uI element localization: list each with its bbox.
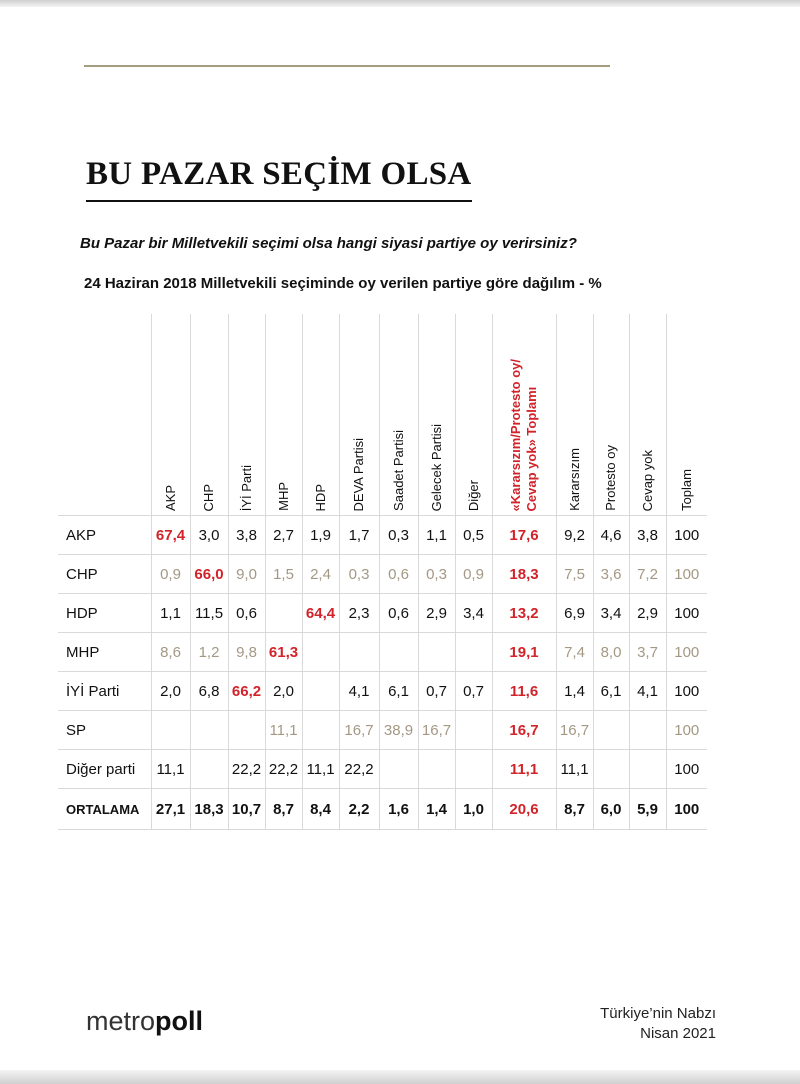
table-row — [58, 711, 707, 750]
table-cell: 11,1 — [302, 750, 339, 789]
table-cell — [302, 711, 339, 750]
col-header-label: DEVA Partisi — [351, 437, 366, 511]
table-cell: 0,3 — [418, 555, 455, 594]
row-label: MHP — [58, 633, 151, 672]
row-label: ORTALAMA — [58, 789, 151, 830]
col-header-label: Protesto oy — [603, 445, 618, 511]
table-cell: 2,4 — [302, 555, 339, 594]
table-row — [58, 594, 707, 633]
table-cell: 1,7 — [339, 516, 379, 555]
table-row — [58, 750, 707, 789]
table-cell: 11,1 — [492, 750, 556, 789]
table-cell: 0,5 — [455, 516, 492, 555]
table-cell: 0,6 — [379, 594, 418, 633]
table-cell: 3,7 — [629, 633, 666, 672]
table-cell: 3,4 — [455, 594, 492, 633]
table-cell: 100 — [666, 672, 707, 711]
table-cell — [190, 711, 228, 750]
table-cell: 19,1 — [492, 633, 556, 672]
table-cell: 2,2 — [339, 789, 379, 830]
table-cell — [265, 594, 302, 633]
report-source — [600, 1004, 716, 1044]
col-header-label: MHP — [275, 482, 291, 511]
table-cell — [593, 750, 629, 789]
table-cell — [190, 750, 228, 789]
table-cell: 1,4 — [556, 672, 593, 711]
table-cell: 11,1 — [556, 750, 593, 789]
col-header-label: AKP — [162, 484, 178, 511]
table-cell: 20,6 — [492, 789, 556, 830]
col-header-label: Kararsızım — [566, 448, 582, 511]
top-divider — [84, 65, 610, 67]
row-label: CHP — [58, 555, 151, 594]
table-cell: 11,1 — [265, 711, 302, 750]
table-cell: 11,6 — [492, 672, 556, 711]
table-cell: 0,6 — [379, 555, 418, 594]
table-cell — [379, 633, 418, 672]
table-cell: 1,1 — [151, 594, 190, 633]
table-cell: 100 — [666, 594, 707, 633]
col-header — [379, 314, 418, 516]
table-cell — [151, 711, 190, 750]
table-cell: 3,8 — [629, 516, 666, 555]
table-cell — [339, 633, 379, 672]
table-cell: 2,0 — [151, 672, 190, 711]
table-cell: 4,6 — [593, 516, 629, 555]
table-subtitle: 24 Haziran 2018 Milletvekili seçiminde oy verilen partiye göre dağılım - % — [84, 275, 602, 292]
table-cell: 38,9 — [379, 711, 418, 750]
col-header — [265, 314, 302, 516]
table-cell: 27,1 — [151, 789, 190, 830]
table-cell: 1,5 — [265, 555, 302, 594]
page-title: BU PAZAR SEÇİM OLSA — [86, 156, 472, 192]
table-cell: 16,7 — [492, 711, 556, 750]
table-cell: 100 — [666, 633, 707, 672]
col-header — [418, 314, 455, 516]
metropoll-logo — [86, 1006, 203, 1037]
row-label: Diğer parti — [58, 750, 151, 789]
table-cell: 8,7 — [265, 789, 302, 830]
col-header — [666, 314, 707, 516]
table-cell: 6,1 — [593, 672, 629, 711]
col-header — [455, 314, 492, 516]
table-cell: 1,6 — [379, 789, 418, 830]
table-cell — [302, 633, 339, 672]
col-header — [302, 314, 339, 516]
table-cell: 11,5 — [190, 594, 228, 633]
table-row — [58, 672, 707, 711]
table-cell: 0,9 — [151, 555, 190, 594]
table-cell — [418, 750, 455, 789]
logo-prefix: metro — [86, 1006, 156, 1036]
col-header — [593, 314, 629, 516]
table-cell — [418, 633, 455, 672]
table-cell: 9,0 — [228, 555, 265, 594]
table-cell: 2,0 — [265, 672, 302, 711]
table-cell: 2,9 — [629, 594, 666, 633]
col-header — [190, 314, 228, 516]
col-header-label: CHP — [201, 483, 216, 511]
table-cell — [629, 711, 666, 750]
row-label: HDP — [58, 594, 151, 633]
table-cell: 100 — [666, 789, 707, 830]
table-cell — [593, 711, 629, 750]
table-cell: 0,6 — [228, 594, 265, 633]
table-cell: 11,1 — [151, 750, 190, 789]
col-header — [629, 314, 666, 516]
table-cell: 9,2 — [556, 516, 593, 555]
table-cell: 1,2 — [190, 633, 228, 672]
table-cell: 3,8 — [228, 516, 265, 555]
table-cell — [629, 750, 666, 789]
col-header-label: Cevap yok — [639, 449, 655, 511]
table-cell: 0,7 — [418, 672, 455, 711]
table-cell: 6,8 — [190, 672, 228, 711]
table-cell: 3,0 — [190, 516, 228, 555]
logo-suffix: poll — [155, 1006, 204, 1036]
header-corner — [58, 314, 151, 516]
col-header — [556, 314, 593, 516]
table-row — [58, 516, 707, 555]
table-cell: 0,3 — [339, 555, 379, 594]
table-cell: 8,6 — [151, 633, 190, 672]
table-cell: 22,2 — [265, 750, 302, 789]
table-cell: 1,4 — [418, 789, 455, 830]
col-header-undecided-total — [492, 314, 556, 516]
table-cell: 100 — [666, 555, 707, 594]
table-cell: 8,4 — [302, 789, 339, 830]
table-cell: 8,0 — [593, 633, 629, 672]
table-cell: 17,6 — [492, 516, 556, 555]
table-cell: 18,3 — [190, 789, 228, 830]
header-row — [58, 314, 707, 516]
table-cell: 9,8 — [228, 633, 265, 672]
table-row — [58, 633, 707, 672]
row-label: SP — [58, 711, 151, 750]
table-cell: 100 — [666, 711, 707, 750]
col-header-label: İYİ Parti — [238, 464, 254, 511]
table-cell — [302, 672, 339, 711]
table-cell: 0,9 — [455, 555, 492, 594]
title-underline — [86, 200, 472, 202]
col-header-label: Saadet Partisi — [390, 430, 406, 511]
table-cell — [379, 750, 418, 789]
table-cell: 61,3 — [265, 633, 302, 672]
row-label: AKP — [58, 516, 151, 555]
table-cell: 2,9 — [418, 594, 455, 633]
table-cell: 2,7 — [265, 516, 302, 555]
col-header-label: HDP — [312, 483, 328, 511]
table-cell: 3,6 — [593, 555, 629, 594]
table-cell: 22,2 — [228, 750, 265, 789]
table-cell — [455, 711, 492, 750]
col-header-label: Gelecek Partisi — [428, 423, 444, 511]
col-header-label: «Kararsızım/Protesto oy/ Cevap yok» Toplamı — [508, 358, 539, 511]
table-cell: 66,2 — [228, 672, 265, 711]
table-cell — [228, 711, 265, 750]
table-cell: 3,4 — [593, 594, 629, 633]
table-cell: 18,3 — [492, 555, 556, 594]
table-cell: 6,0 — [593, 789, 629, 830]
table-cell: 16,7 — [339, 711, 379, 750]
table-cell: 7,4 — [556, 633, 593, 672]
table-cell: 16,7 — [556, 711, 593, 750]
table-cell: 16,7 — [418, 711, 455, 750]
table-cell: 6,1 — [379, 672, 418, 711]
col-header — [228, 314, 265, 516]
table-cell: 1,9 — [302, 516, 339, 555]
table-cell: 13,2 — [492, 594, 556, 633]
table-cell: 7,2 — [629, 555, 666, 594]
table-cell: 0,3 — [379, 516, 418, 555]
table-cell: 64,4 — [302, 594, 339, 633]
top-page-edge — [0, 0, 800, 7]
table-cell: 7,5 — [556, 555, 593, 594]
table-cell: 66,0 — [190, 555, 228, 594]
table-cell: 8,7 — [556, 789, 593, 830]
table-cell: 4,1 — [339, 672, 379, 711]
table-cell: 4,1 — [629, 672, 666, 711]
table-cell: 100 — [666, 516, 707, 555]
col-header — [339, 314, 379, 516]
table-cell: 2,3 — [339, 594, 379, 633]
table-cell: 0,7 — [455, 672, 492, 711]
report-name: Türkiye’nin Nabzı — [600, 1005, 716, 1022]
table-cell: 67,4 — [151, 516, 190, 555]
col-header-label: Diğer — [465, 479, 481, 511]
report-date: Nisan 2021 — [640, 1025, 716, 1042]
table-cell: 22,2 — [339, 750, 379, 789]
col-header-label: Toplam — [678, 469, 694, 511]
table-cell: 5,9 — [629, 789, 666, 830]
table-cell: 6,9 — [556, 594, 593, 633]
table-cell — [455, 633, 492, 672]
table-cell: 1,1 — [418, 516, 455, 555]
row-label: İYİ Parti — [58, 672, 151, 711]
table-cell: 10,7 — [228, 789, 265, 830]
survey-question: Bu Pazar bir Milletvekili seçimi olsa hangi siyasi partiye oy verirsiniz? — [80, 235, 577, 252]
table-row — [58, 555, 707, 594]
table-cell: 1,0 — [455, 789, 492, 830]
col-header — [151, 314, 190, 516]
bottom-page-edge — [0, 1070, 800, 1084]
table-cell — [455, 750, 492, 789]
table-row-average — [58, 789, 707, 830]
results-table — [58, 314, 707, 830]
table-cell: 100 — [666, 750, 707, 789]
